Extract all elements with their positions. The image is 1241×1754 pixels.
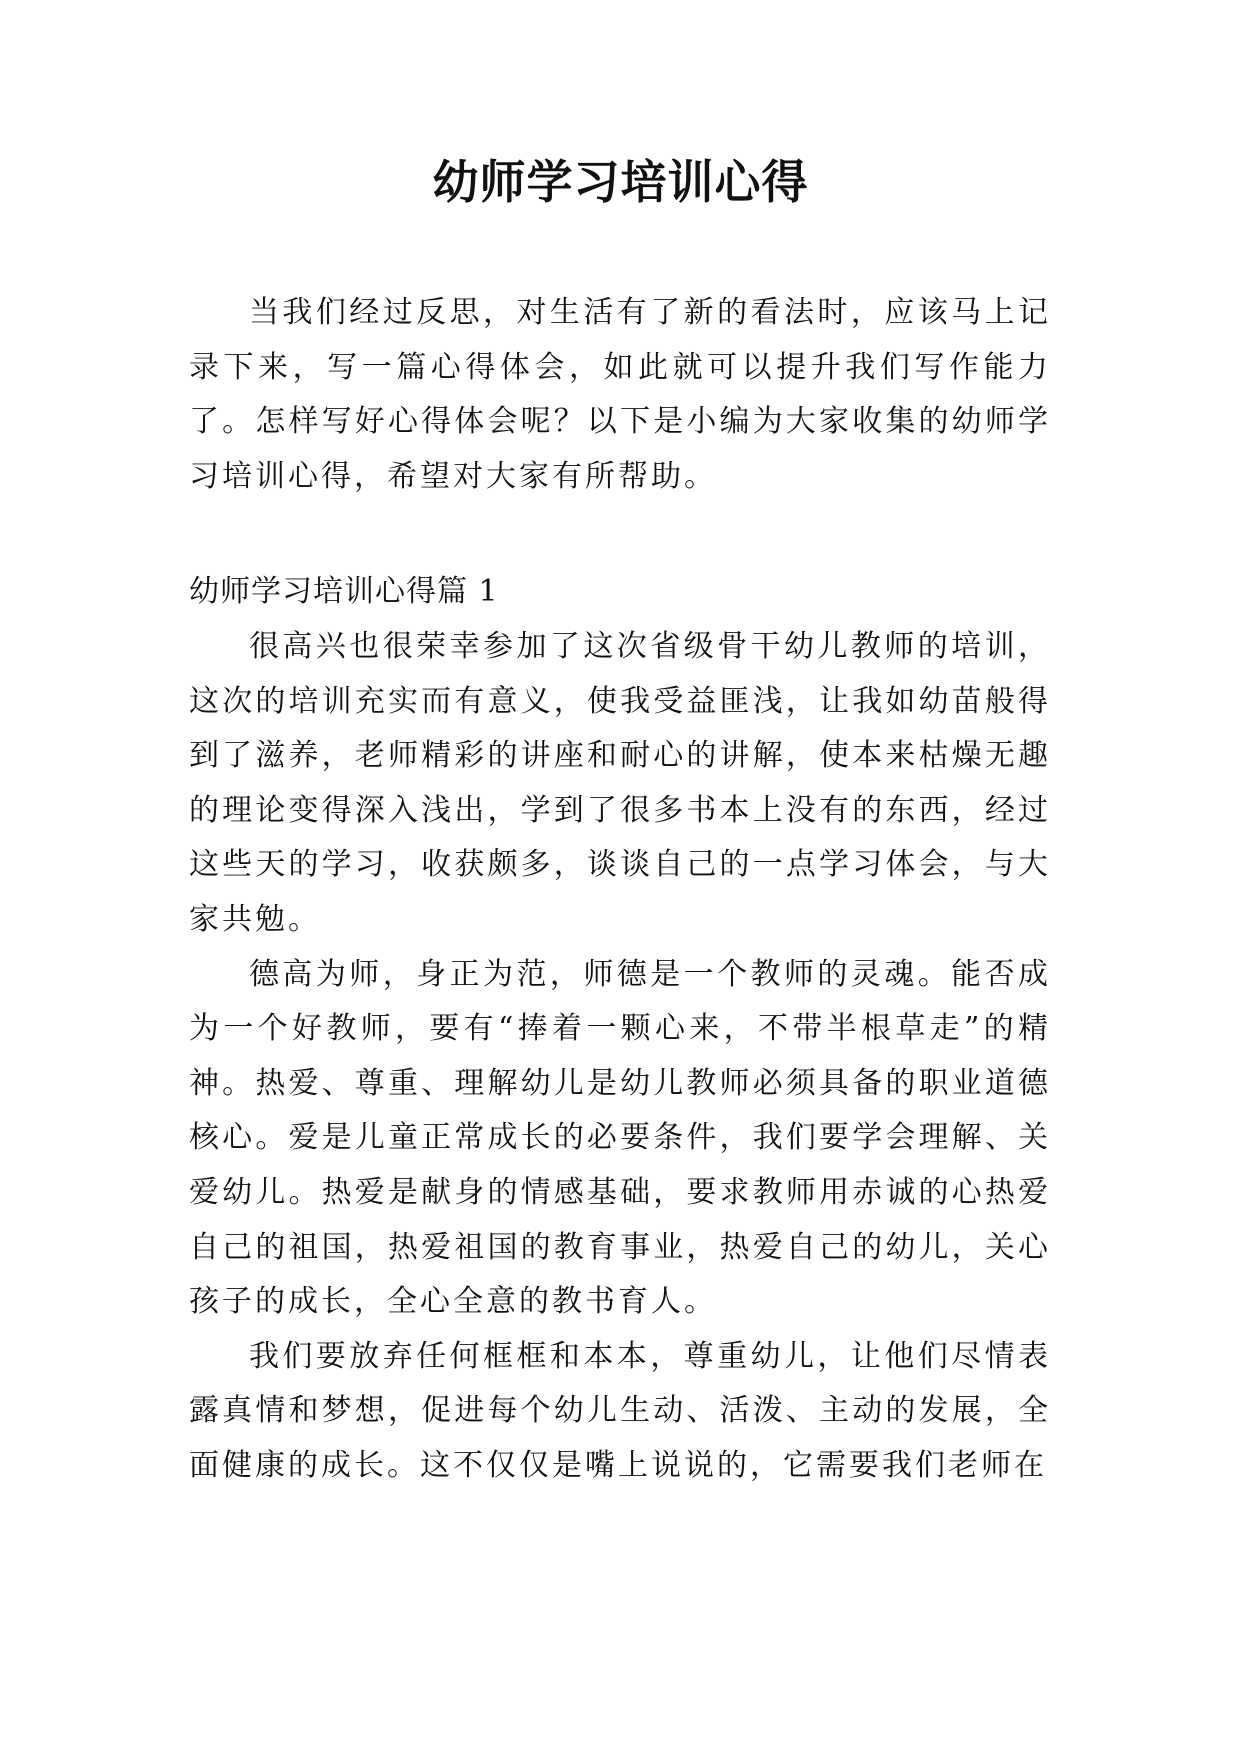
- body-paragraph-3: 我们要放弃任何框框和本本，尊重幼儿，让他们尽情表露真情和梦想，促进每个幼儿生动、活泼、主动的发展，全面健康的成长。这不仅仅是嘴上说说的，它需要我们老师在: [189, 1338, 1051, 1483]
- intro-paragraph: 当我们经过反思，对生活有了新的看法时，应该马上记录下来，写一篇心得体会，如此就可以提升我们写作能力了。怎样写好心得体会呢？以下是小编为大家收集的幼师学习培训心得，希望对大家有所帮助。: [189, 295, 1051, 494]
- document-body: [189, 286, 1051, 1493]
- document-title: 幼师学习培训心得: [432, 155, 809, 209]
- section-heading: 幼师学习培训心得篇 1: [189, 574, 499, 610]
- body-paragraph-1: 很高兴也很荣幸参加了这次省级骨干幼儿教师的培训，这次的培训充实而有意义，使我受益匪浅，让我如幼苗般得到了滋养，老师精彩的讲座和耐心的讲解，使本来枯燥无趣的理论变得深入浅出，学到了很多书本上没有的东西，经过这些天的学习，收获颇多，谈谈自己的一点学习体会，与大家共勉。: [189, 628, 1051, 937]
- body-paragraph-2: 德高为师，身正为范，师德是一个教师的灵魂。能否成为一个好教师，要有“捧着一颗心来，不带半根草走”的精神。热爱、尊重、理解幼儿是幼儿教师必须具备的职业道德核心。爱是儿童正常成长的必要条件，我们要学会理解、关爱幼儿。热爱是献身的情感基础，要求教师用赤诚的心热爱自己的祖国，热爱祖国的教育事业，热爱自己的幼儿，关心孩子的成长，全心全意的教书育人。: [189, 956, 1051, 1320]
